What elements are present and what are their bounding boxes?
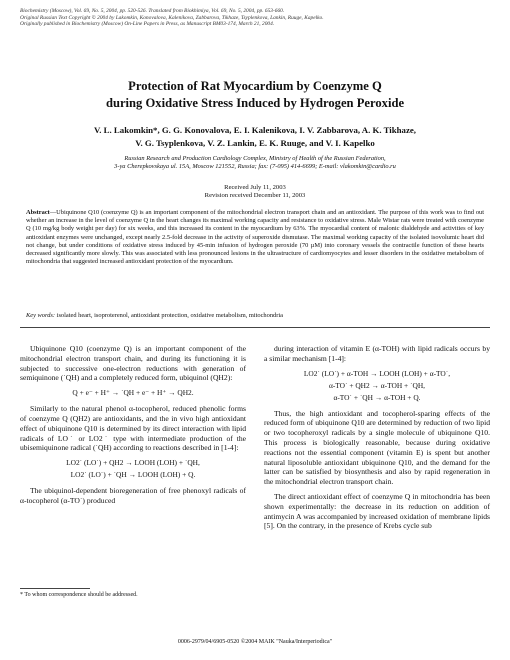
equations-4-6 [264,369,490,403]
right-paragraph-2: Thus, the high antioxidant and tocopherol-sparing effects of the reduced form of ubiquinone Q10 are determined by reduction of two lipid or two tocopheroxyl radicals by a single molecule of ubiquinone Q10. This process is biologically reasonable, because during oxidative reactions not the essential component (vitamin E) is spent but another natural liposoluble antioxidant ubiquinone Q10, and the demand for the latter can be satisfied by biosynthesis and also by rapid regeneration in the mitochondrial electron transport chain. [264,408,490,487]
abstract-label: Abstract [26,209,50,216]
keywords [26,312,484,320]
keywords-text: isolated heart, isoproterenol, antioxidant protection, oxidative metabolism, mitochondria [56,312,283,319]
authors-line-1: V. L. Lakomkin*, G. G. Konovalova, E. I. Kalenikova, I. V. Zabbarova, A. K. Tikhaze, [94,125,416,135]
left-column [20,344,246,511]
equation-3-text: LO2˙ (LO˙) + ˙QH → LOOH (LOH) + Q. [70,470,196,480]
journal-header [20,8,490,28]
author-list [20,124,490,150]
footnote-divider [20,588,90,589]
title-line-1: Protection of Rat Myocardium by Coenzyme Q [128,79,382,93]
affiliation-line-2: 3-ya Cherepkovskaya ul. 15A, Moscow 121552, Russia; fax: (7-095) 414-6699; E-mail: vlakomkin@cardio.ru [114,163,396,171]
right-paragraph-3: The direct antioxidant effect of coenzyme Q in mitochondria has been shown experimentally: the decrease in its reduction on addition of antimycin A was accompanied by increased oxidation of membrane lipids [5]. On the contrary, in the presence of Krebs cycle sub [264,491,490,531]
equation-6-text: α-TO˙ + ˙QH → α-TOH + Q. [333,392,421,402]
left-paragraph-3: The ubiquinol-dependent bioregeneration of free phenoxyl radicals of α-tocopherol (α-TO˙) produced [20,486,246,505]
abstract-text: —Ubiquinone Q10 (coenzyme Q) is an important component of the mitochondrial electron transport chain and an antioxidant. The purpose of this work was to find out whether an increase in the level of coenzyme Q in the heart changes its maximal working capacity and resistance to oxidative stress. Male Wistar rats were treated with coenzyme Q (10 mg/kg body weight per day) for six weeks, and this increased its content in the myocardium by 63%. The myocardial content of malonic dialdehyde and activities of key antioxidant enzymes were unchanged, except nearly 2.5-fold decrease in the activity of superoxide dismutase. The maximal working capacity of the isolated isovolumic heart did not change, but under conditions of oxidative stress induced by 45-min infusion of hydrogen peroxide (70 µM) into coronary vessels the contractile function of these hearts decreased significantly more slowly. This was associated with less pronounced lesions in the ultrastructure of cardiomyocytes and lesser disorders in the oxidative metabolism of mitochondria that suggested increased antioxidant protection of the myocardium. [26,209,484,266]
header-line-3: Originally published in Biochemistry (Moscow) On-Line Papers in Press, as Manuscript BM03-174, March 21, 2004. [20,21,275,28]
affiliation-line-1: Russian Research and Production Cardiology Complex, Ministry of Health of the Russian Federation, [124,155,386,162]
keywords-label: Key words: [26,312,56,319]
left-paragraph-1: Ubiquinone Q10 (coenzyme Q) is an important component of the mitochondrial electron transport chain, and during its functioning it is subjected to successive one-electron reductions with generation of semiquinone (˙QH) and a completely reduced form, ubiquinol (QH2): [20,344,246,383]
received-date: Received July 11, 2003 [224,184,286,191]
equation-1-text: Q + e⁻ + H⁺ → ˙QH + e⁻ + H⁺ → QH2. [72,388,194,398]
left-paragraph-2: Similarly to the natural phenol α-tocopherol, reduced phenolic forms of coenzyme Q (QH2) are antioxidants, and the in vivo high antioxidant effect of ubiquinone Q10 is determined by its direct interaction with lipid radicals of LO˙ or LO2˙ type with intermediate production of the ubisemiquinone radical (˙QH) according to reactions described in [1-4]: [20,404,246,453]
right-column [264,344,490,536]
title-line-2: during Oxidative Stress Induced by Hydrogen Peroxide [105,96,405,110]
equation-2-text: LO2˙ (LO˙) + QH2 → LOOH (LOH) + ˙QH, [66,458,200,468]
submission-dates [40,184,470,201]
abstract [26,209,484,266]
header-line-2: Original Russian Text Copyright © 2004 by Lakomkin, Konovalova, Kalenikova, Zabbarova, Tikhaze, Tsyplenkova, Lankin, Ruuge, Kapelko. [20,14,324,21]
footnote: * To whom correspondence should be addressed. [20,592,138,598]
affiliation [40,155,470,171]
equation-1 [20,388,246,398]
header-line-1: Biochemistry (Moscow), Vol. 69, No. 5, 2004, pp. 520-526. Translated from Biokhimiya, Vol. 69, No. 5, 2004, pp. 653-660. [20,8,285,14]
authors-line-2: V. G. Tsyplenkova, V. Z. Lankin, E. K. Ruuge, and V. I. Kapelko [135,138,375,148]
equation-5-text: α-TO˙ + QH2 → α-TOH + ˙QH, [328,380,426,390]
equations-2-3 [20,458,246,480]
equation-4-text: LO2˙ (LO˙) + α-TOH → LOOH (LOH) + α-TO˙, [303,368,451,378]
section-divider [20,327,490,328]
right-paragraph-1: during interaction of vitamin E (α-TOH) with lipid radicals occurs by a similar mechanism [1-4]: [264,344,490,363]
paper-title [20,78,490,112]
page-footer: 0006-2979/04/6905-0520 ©2004 MAIK "Nauka/Interperiodica" [177,639,333,645]
revised-date: Revision received December 11, 2003 [204,192,306,200]
